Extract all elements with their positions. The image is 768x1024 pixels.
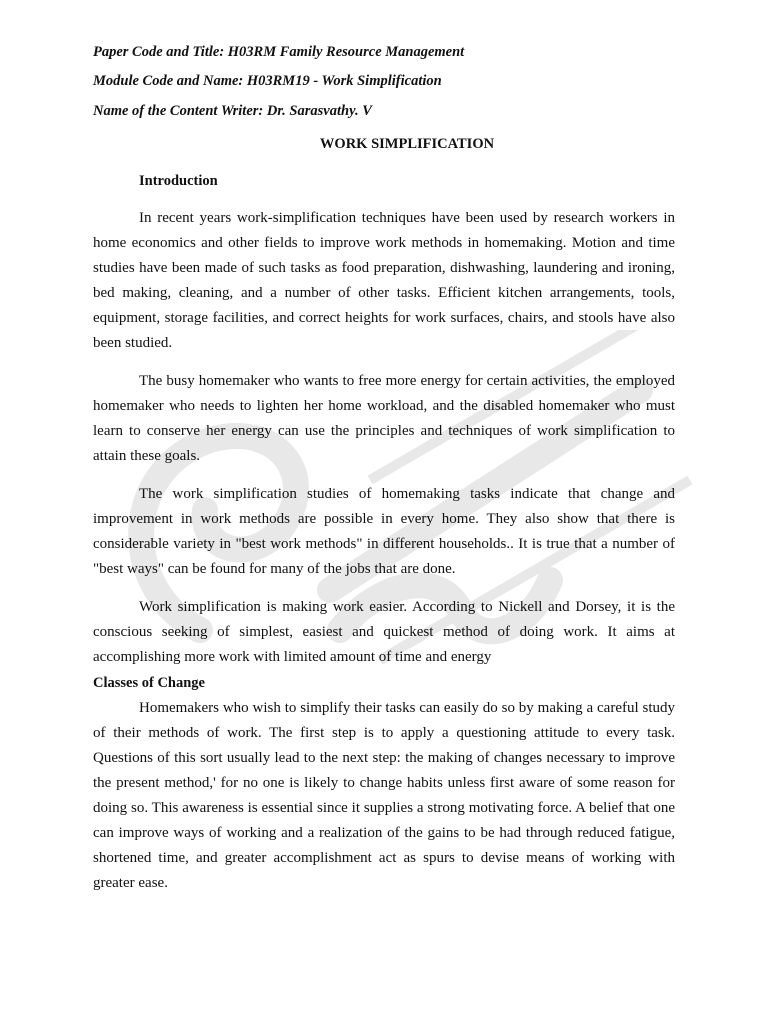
paragraph: Work simplification is making work easier. According to Nickell and Dorsey, it is the conscious seeking of simplest, easiest and quickest method of doing work. It aims at accomplishing more work with limited amount of time and energy bbox=[93, 599, 675, 665]
paragraph: The work simplification studies of homemaking tasks indicate that change and improvement in work methods are possible in every home. They also show that there is considerable variety in "best work methods" in different households.. It is true that a number of "best ways" can be found for many of the jobs that are done. bbox=[93, 486, 675, 577]
content-writer: Name of the Content Writer: Dr. Sarasvathy. V bbox=[93, 103, 372, 119]
paragraph: Homemakers who wish to simplify their tasks can easily do so by making a careful study of their methods of work. The first step is to apply a questioning attitude to every task. Questions of this sort usually lead to the next step: the making of changes necessary to improve the present method,' for no one is likely to change habits unless first aware of some reason for doing so. This awareness is essential since it supplies a strong motivating force. A belief that one can improve ways of working and a realization of the gains to be had through reduced fatigue, shortened time, and greater accomplishment act as spurs to devise means of working with greater ease. bbox=[93, 700, 675, 891]
section-heading-classes-of-change: Classes of Change bbox=[93, 675, 205, 691]
paper-code-title: Paper Code and Title: H03RM Family Resource Management bbox=[93, 44, 465, 60]
section-heading-introduction: Introduction bbox=[139, 173, 218, 189]
paragraph: In recent years work-simplification techniques have been used by research workers in home economics and other fields to improve work methods in homemaking. Motion and time studies have been made of such tasks as food preparation, dishwashing, laundering and ironing, bed making, cleaning, and a number of other tasks. Efficient kitchen arrangements, tools, equipment, storage facilities, and correct heights for work surfaces, chairs, and stools have also been studied. bbox=[93, 210, 675, 351]
document-title: WORK SIMPLIFICATION bbox=[319, 136, 495, 152]
paragraph: The busy homemaker who wants to free more energy for certain activities, the employed homemaker who needs to lighten her home workload, and the disabled homemaker who must learn to conserve her energy can use the principles and techniques of work simplification to attain these goals. bbox=[93, 373, 675, 464]
module-code-name: Module Code and Name: H03RM19 - Work Simplification bbox=[93, 73, 442, 89]
